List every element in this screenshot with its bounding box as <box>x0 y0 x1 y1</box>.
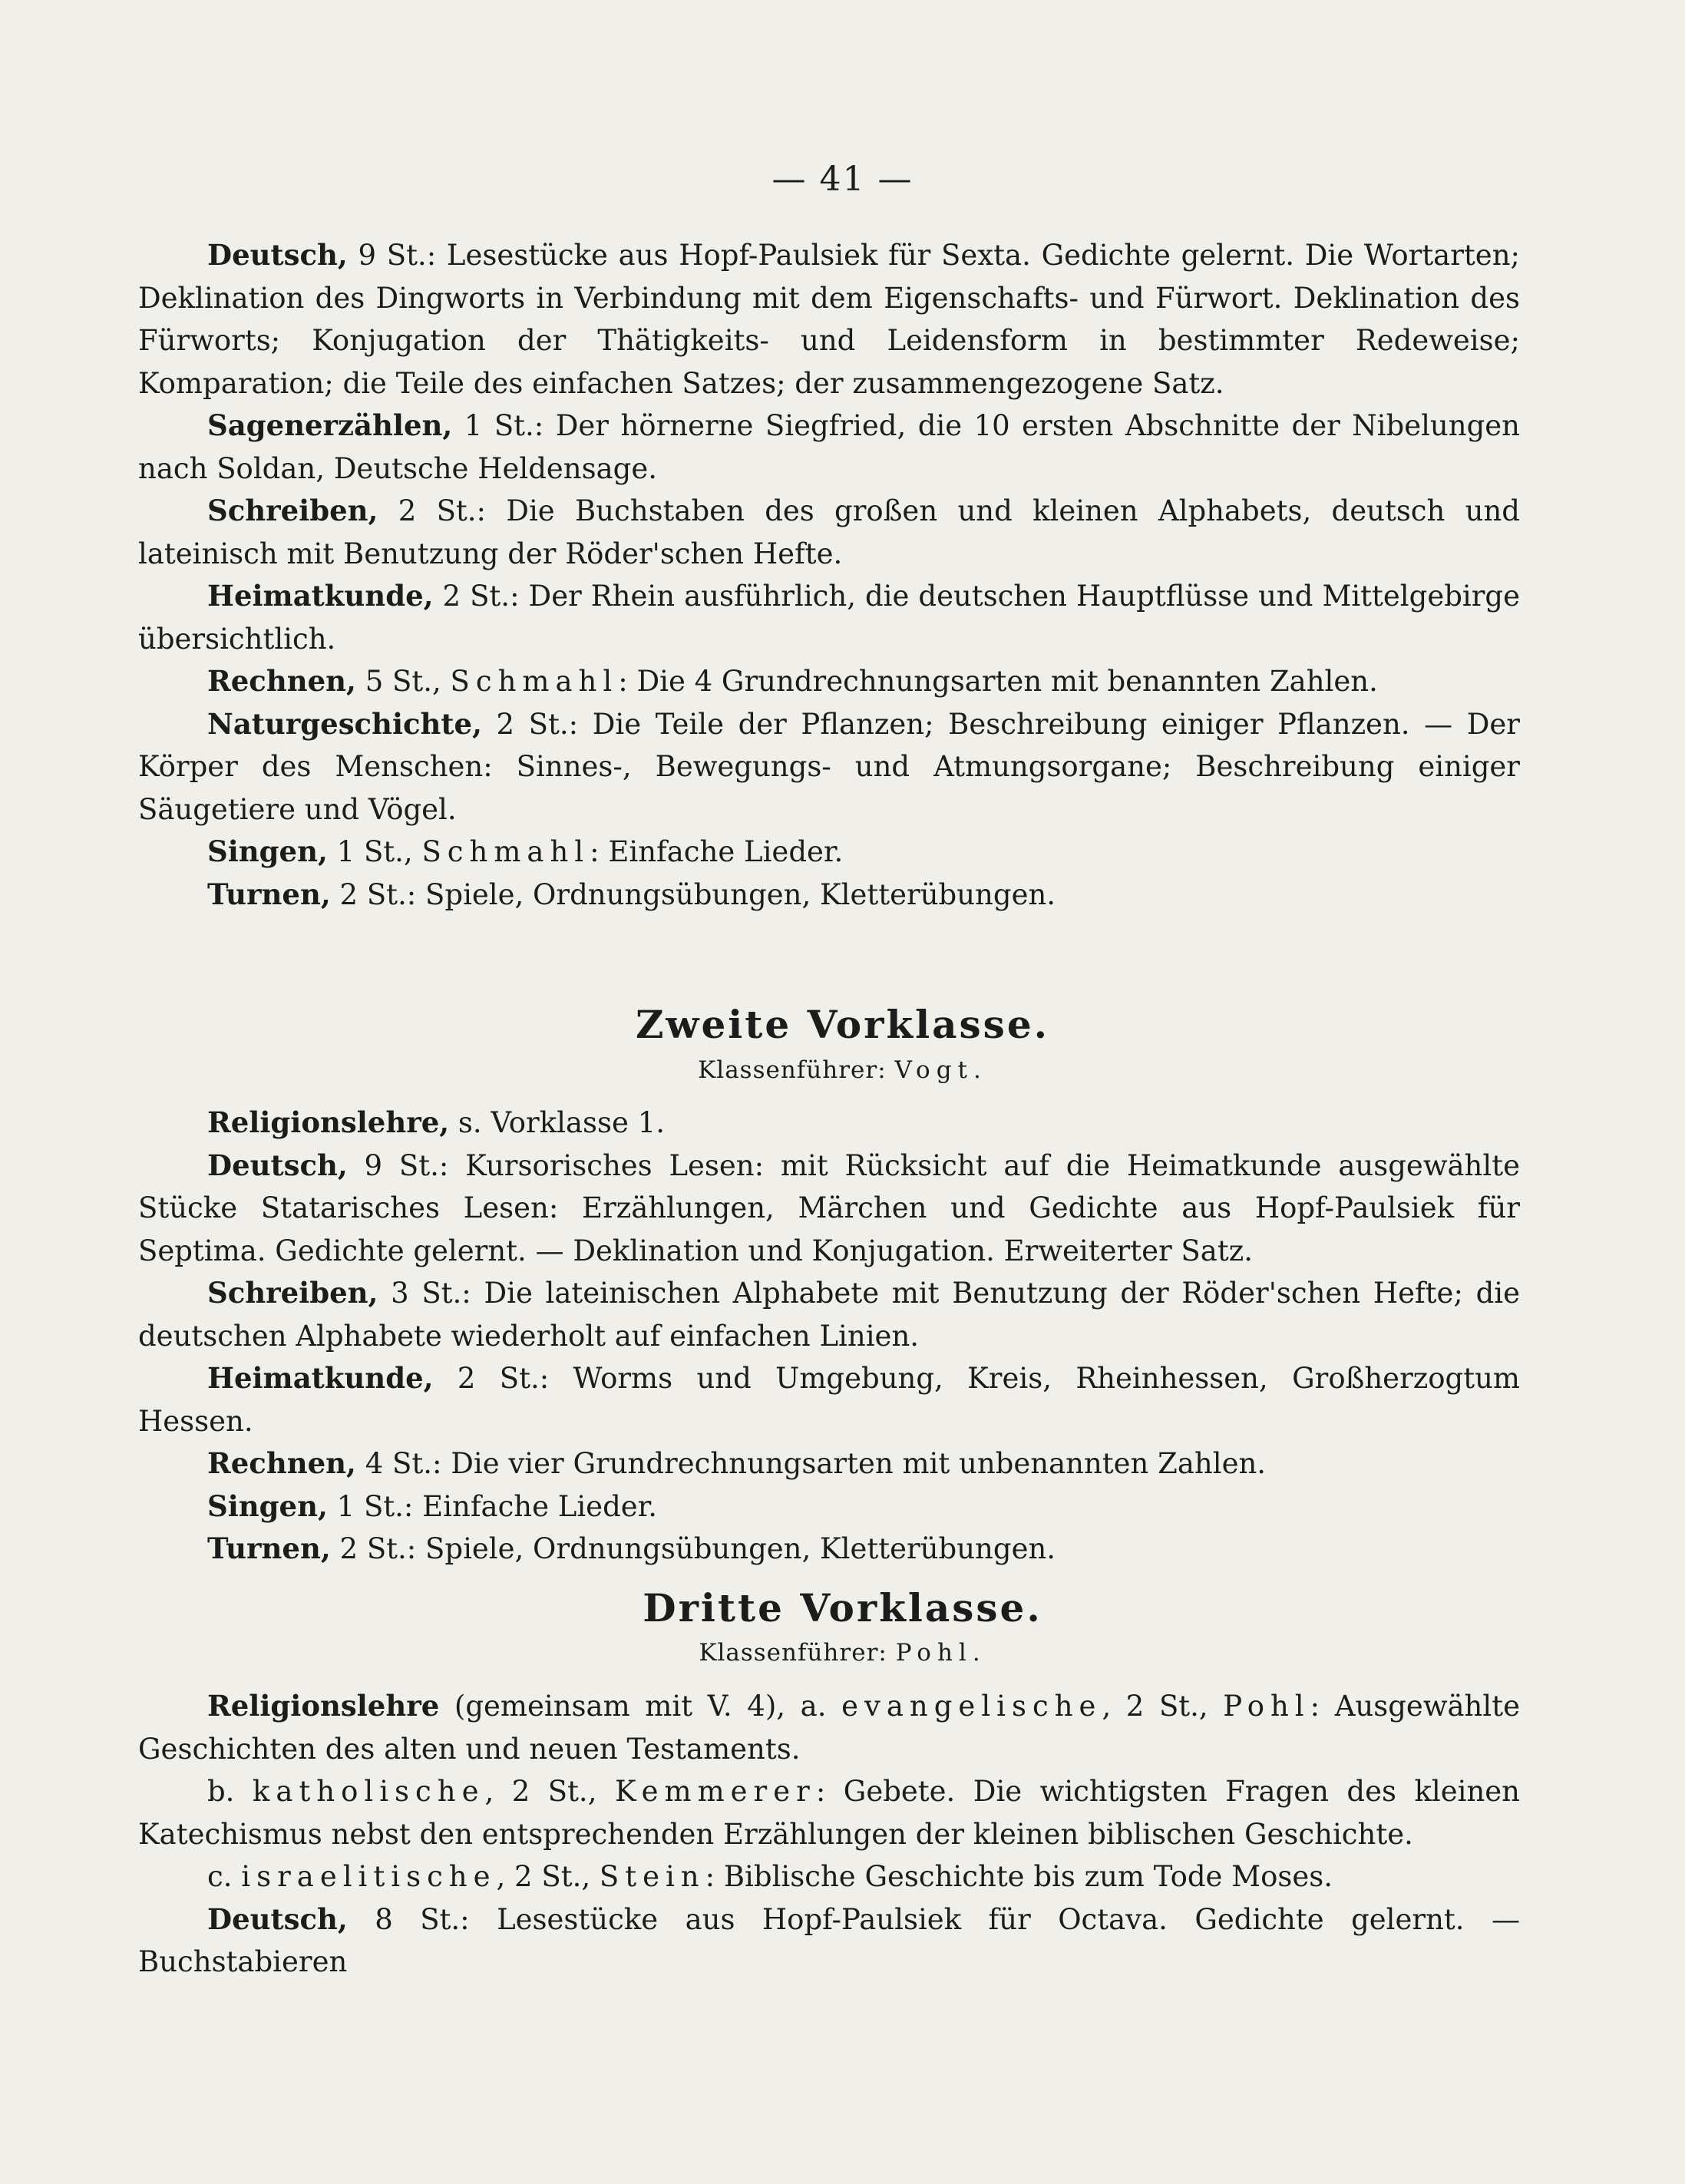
heading-zweite-vorklasse: Zweite Vorklasse. <box>635 1002 1050 1047</box>
paragraph-turnen: Turnen, 2 St.: Spiele, Ordnungsübungen, Kletterübungen. <box>207 1531 1056 1565</box>
paragraph-sagenerzaehlen: Sagenerzählen, 1 St.: Der hörnerne Siegfried, die 10 ersten Abschnitte der Nibelungen nach Soldan, Deutsche Heldensage. <box>138 408 1520 485</box>
section-dritte-vorklasse <box>138 1685 1520 1984</box>
section-zweite-vorklasse <box>138 1102 1520 1571</box>
paragraph-singen: Singen, 1 St., Schmahl: Einfache Lieder. <box>207 834 844 868</box>
paragraph-religionslehre-evangelisch: Religionslehre (gemeinsam mit V. 4), a. evangelische, 2 St., Pohl: Ausgewählte Geschichten des alten und neuen Testaments. <box>138 1689 1520 1766</box>
page-number: — 41 — <box>771 160 914 199</box>
heading-dritte-vorklasse: Dritte Vorklasse. <box>643 1585 1042 1631</box>
paragraph-naturgeschichte: Naturgeschichte, 2 St.: Die Teile der Pflanzen; Beschreibung einiger Pflanzen. — Der Körper des Menschen: Sinnes-, Bewegungs- und Atmungsorgane; Beschreibung einiger Säugetiere und Vögel. <box>138 706 1520 826</box>
paragraph-schreiben: Schreiben, 3 St.: Die lateinischen Alphabete mit Benutzung der Röder'schen Hefte; die deutschen Alphabete wiederholt auf einfachen Linien. <box>138 1276 1520 1353</box>
paragraph-heimatkunde: Heimatkunde, 2 St.: Worms und Umgebung, Kreis, Rheinhessen, Großherzogtum Hessen. <box>138 1361 1520 1438</box>
paragraph-turnen: Turnen, 2 St.: Spiele, Ordnungsübungen, Kletterübungen. <box>207 877 1056 911</box>
paragraph-religionslehre-israelitisch: c. israelitische, 2 St., Stein: Biblische Geschichte bis zum Tode Moses. <box>207 1860 1333 1893</box>
paragraph-rechnen: Rechnen, 4 St.: Die vier Grundrechnungsarten mit unbenannten Zahlen. <box>207 1446 1267 1480</box>
paragraph-religionslehre-katholisch: b. katholische, 2 St., Kemmerer: Gebete. Die wichtigsten Fragen des kleinen Katechismus nebst den entsprechenden Erzählungen der kleinen biblischen Geschichte. <box>138 1775 1521 1851</box>
subheading-klassenfuehrer-zweite: Klassenführer: Vogt. <box>698 1056 987 1084</box>
paragraph-deutsch: Deutsch, 9 St.: Kursorisches Lesen: mit Rücksicht auf die Heimatkunde ausgewählte Stücke Statarisches Lesen: Erzählungen, Märchen und Gedichte aus Hopf-Paulsiek für Septima. Gedichte gelernt. — Deklination und Konjugation. Erweiterter Satz. <box>138 1148 1520 1267</box>
paragraph-schreiben: Schreiben, 2 St.: Die Buchstaben des großen und kleinen Alphabets, deutsch und lateinisch mit Benutzung der Röder'schen Hefte. <box>138 494 1520 570</box>
subheading-klassenfuehrer-dritte: Klassenführer: Pohl. <box>699 1639 986 1667</box>
section-erste-vorklasse <box>138 234 1520 916</box>
paragraph-religionslehre: Religionslehre, s. Vorklasse 1. <box>207 1105 665 1139</box>
paragraph-heimatkunde: Heimatkunde, 2 St.: Der Rhein ausführlich, die deutschen Hauptflüsse und Mittelgebirge übersichtlich. <box>138 579 1520 656</box>
paragraph-singen: Singen, 1 St.: Einfache Lieder. <box>207 1488 658 1523</box>
paragraph-rechnen: Rechnen, 5 St., Schmahl: Die 4 Grundrechnungsarten mit benannten Zahlen. <box>207 664 1378 698</box>
paragraph-deutsch: Deutsch, 9 St.: Lesestücke aus Hopf-Paulsiek für Sexta. Gedichte gelernt. Die Wortarten; Deklination des Dingworts in Verbindung mit dem Eigenschafts- und Fürwort. Deklination des Fürworts; Konjugation der Thätigkeits- und Leidensform in bestimmter Redeweise; Komparation; die Teile des einfachen Satzes; der zusammengezogene Satz. <box>138 238 1520 400</box>
paragraph-deutsch: Deutsch, 8 St.: Lesestücke aus Hopf-Paulsiek für Octava. Gedichte gelernt. — Buchstabieren <box>138 1902 1520 1978</box>
